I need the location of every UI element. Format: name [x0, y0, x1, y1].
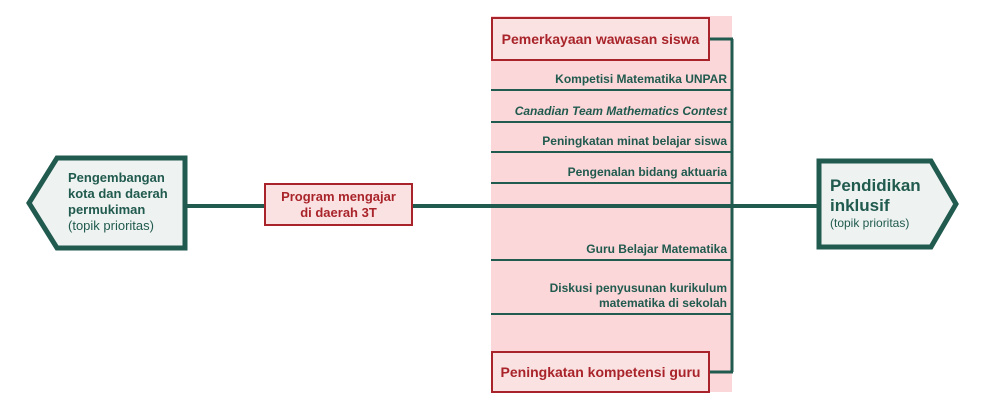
- right-node-subtitle: (topik prioritas): [830, 216, 910, 230]
- topic-label-line-1: Diskusi penyusunan kurikulum: [549, 281, 727, 295]
- left-node-title-line-3: permukiman: [68, 202, 146, 217]
- topic-diskusi-kurikulum: [550, 281, 727, 311]
- topic-label: Pengenalan bidang aktuaria: [567, 165, 727, 179]
- topic-guru-belajar: [586, 242, 727, 257]
- center-box-line-2: di daerah 3T: [300, 204, 377, 220]
- bottom-category-label: Peningkatan kompetensi guru: [500, 364, 701, 380]
- left-node-title-line-1: Pengembangan: [68, 170, 165, 185]
- top-category-box: [491, 17, 710, 61]
- center-box-line-1: Program mengajar: [281, 188, 396, 204]
- topic-kompetisi-matematika: [555, 72, 727, 87]
- topic-label: Kompetisi Matematika UNPAR: [555, 72, 727, 86]
- left-node-title-line-2: kota dan daerah: [68, 186, 168, 201]
- top-category-label: Pemerkayaan wawasan siswa: [501, 31, 700, 47]
- bottom-category-box: [491, 351, 710, 393]
- right-node-title-line-2: inklusif: [830, 196, 890, 215]
- topic-label-line-2: matematika di sekolah: [598, 296, 727, 310]
- left-node-text: [68, 170, 183, 234]
- right-node-text: [830, 176, 930, 231]
- topic-minat-belajar: [542, 134, 727, 149]
- left-node-subtitle: (topik prioritas): [68, 218, 154, 233]
- topic-canadian-team: [515, 104, 727, 119]
- topic-aktuaria: [568, 165, 727, 180]
- topic-label: Guru Belajar Matematika: [586, 242, 727, 256]
- topic-label: Canadian Team Mathematics Contest: [514, 104, 727, 118]
- center-program-box: [264, 183, 413, 226]
- right-node-title-line-1: Pendidikan: [830, 176, 921, 195]
- topic-label: Peningkatan minat belajar siswa: [542, 134, 727, 148]
